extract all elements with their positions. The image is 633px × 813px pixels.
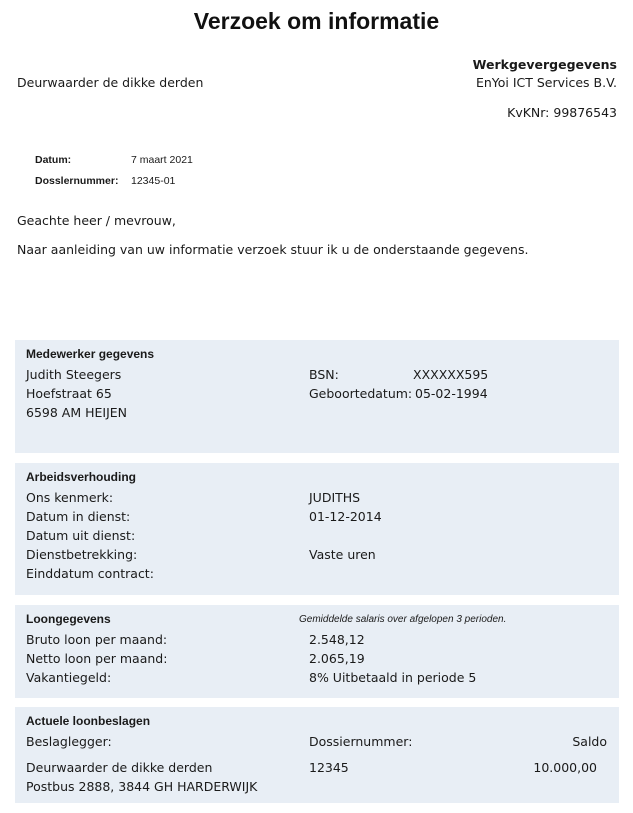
wages-row	[26, 630, 608, 649]
creditor-column-header: Beslaglegger:	[26, 734, 112, 749]
employment-label: Datum uit dienst:	[26, 528, 136, 543]
employer-kvk: KvKNr: 99876543	[507, 105, 617, 120]
employee-street: Hoefstraat 65	[26, 386, 112, 401]
intro-text: Naar aanleiding van uw informatie verzoek stuur ik u de onderstaande gegevens.	[17, 242, 529, 257]
garnishment-dossier: 12345	[309, 760, 349, 775]
employment-label: Einddatum contract:	[26, 566, 154, 581]
balance-column-header: Saldo	[572, 734, 607, 749]
greeting: Geachte heer / mevrouw,	[17, 213, 176, 228]
creditor-address: Postbus 2888, 3844 GH HARDERWIJK	[26, 779, 258, 794]
recipient-name: Deurwaarder de dikke derden	[17, 75, 204, 90]
wages-value: 2.065,19	[309, 651, 365, 666]
wages-value: 2.548,12	[309, 632, 365, 647]
garnishments-heading: Actuele loonbeslagen	[26, 714, 151, 728]
date-label: Datum:	[35, 154, 72, 166]
employee-city: 6598 AM HEIJEN	[26, 405, 128, 420]
date-value: 7 maart 2021	[131, 154, 193, 166]
employment-label: Dienstbetrekking:	[26, 547, 138, 562]
employer-name: EnYoi ICT Services B.V.	[475, 75, 617, 90]
dob-value: 05-02-1994	[415, 386, 488, 401]
dob-label: Geboortedatum:	[309, 386, 413, 401]
wages-note: Gemiddelde salaris over afgelopen 3 perioden.	[299, 614, 507, 625]
employment-value: Vaste uren	[309, 547, 376, 562]
bsn-value: XXXXXX595	[413, 367, 489, 382]
employment-row	[26, 564, 608, 583]
wages-label: Vakantiegeld:	[26, 670, 112, 685]
wages-heading: Loongegevens	[26, 612, 111, 626]
employment-label: Ons kenmerk:	[26, 490, 114, 505]
bsn-label: BSN:	[309, 367, 339, 382]
employee-name: Judith Steegers	[26, 367, 122, 382]
creditor-name: Deurwaarder de dikke derden	[26, 760, 213, 775]
employment-row	[26, 545, 608, 564]
dossier-label: Dosslernummer:	[35, 175, 119, 187]
employer-block	[473, 56, 617, 122]
employer-heading: Werkgevergegevens	[472, 57, 617, 72]
employment-label: Datum in dienst:	[26, 509, 131, 524]
wages-row	[26, 668, 608, 687]
employment-section	[15, 463, 619, 595]
dossier-value: 12345-01	[131, 175, 176, 187]
wages-label: Bruto loon per maand:	[26, 632, 168, 647]
garnishment-balance: 10.000,00	[533, 760, 597, 775]
wages-label: Netto loon per maand:	[26, 651, 168, 666]
employment-row	[26, 526, 608, 545]
employment-value: 01-12-2014	[309, 509, 382, 524]
employment-value: JUDITHS	[309, 490, 361, 505]
wages-section	[15, 605, 619, 698]
garnishments-section	[15, 707, 619, 803]
employment-heading: Arbeidsverhouding	[26, 470, 137, 484]
dossier-column-header: Dossiernummer:	[309, 734, 413, 749]
garnishments-header-row	[26, 732, 608, 751]
employee-section	[15, 340, 619, 453]
wages-value: 8% Uitbetaald in periode 5	[309, 670, 477, 685]
garnishment-row	[26, 758, 608, 777]
employment-row	[26, 488, 608, 507]
wages-row	[26, 649, 608, 668]
meta-block	[35, 150, 193, 192]
employee-heading: Medewerker gegevens	[26, 347, 155, 361]
page-title: Verzoek om informatie	[193, 8, 440, 34]
employment-row	[26, 507, 608, 526]
